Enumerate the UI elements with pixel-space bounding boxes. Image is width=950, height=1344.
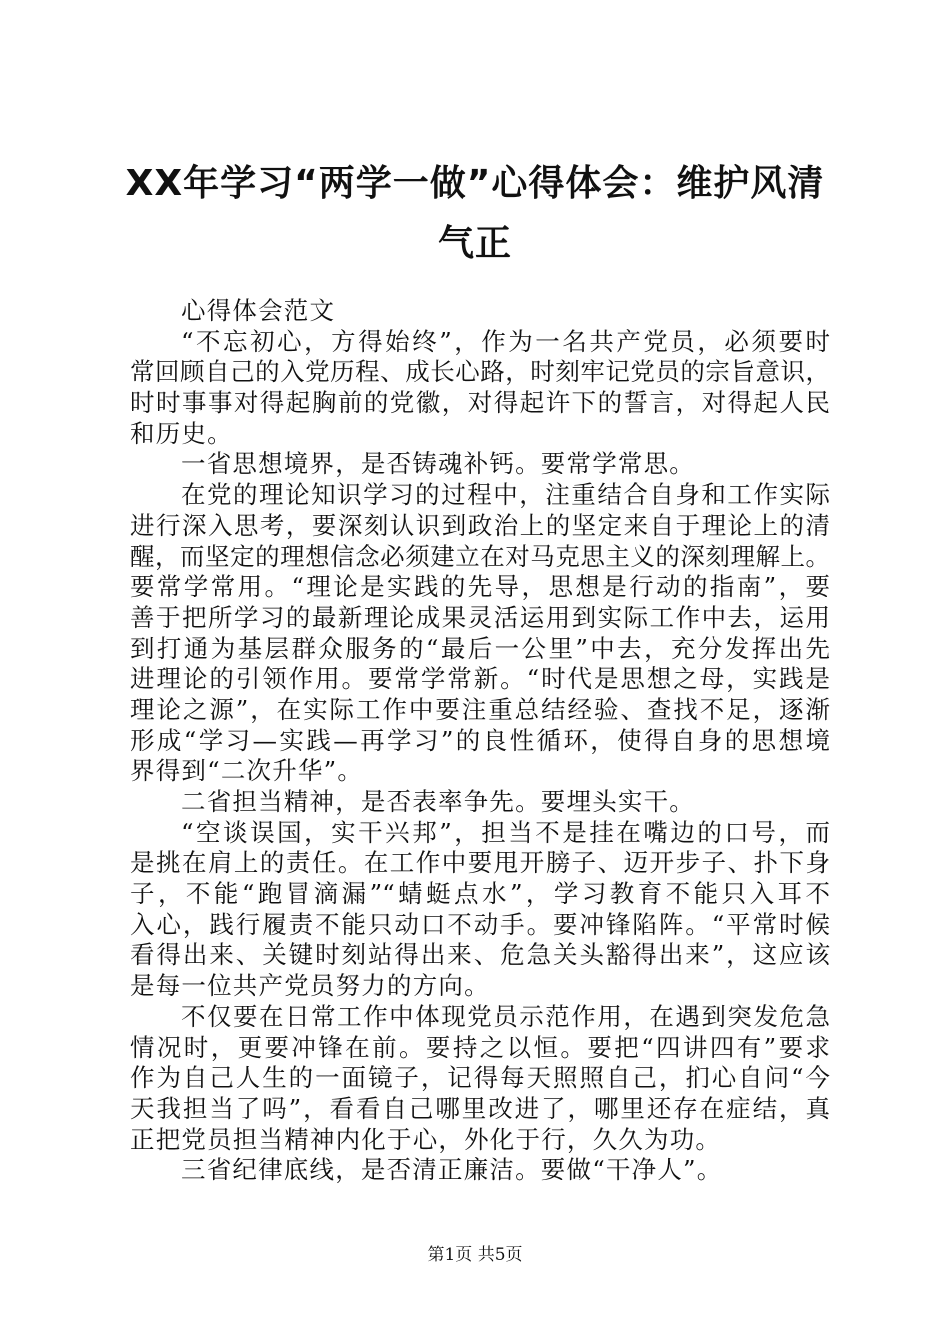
text-line: 到打通为基层群众服务的“最后一公里”中去，充分发挥出先 <box>130 633 830 663</box>
title-line-2: 气正 <box>437 223 512 264</box>
text-line: 形成“学习—实践—再学习”的良性循环，使得自身的思想境 <box>130 725 830 755</box>
text-line: 看得出来、关键时刻站得出来、危急关头豁得出来”，这应该 <box>130 940 830 970</box>
text-line: 天我担当了吗”，看看自己哪里改进了，哪里还存在症结，真 <box>130 1093 830 1123</box>
text-line: 子，不能“跑冒滴漏”“蜻蜓点水”，学习教育不能只入耳不 <box>130 879 830 909</box>
text-line: 要常学常用。“理论是实践的先导，思想是行动的指南”，要 <box>130 572 830 602</box>
text-line: 作为自己人生的一面镜子，记得每天照照自己，扪心自问“今 <box>130 1063 830 1093</box>
text-line: 在党的理论知识学习的过程中，注重结合自身和工作实际 <box>181 480 830 510</box>
text-line: 进行深入思考，要深刻认识到政治上的坚定来自于理论上的清 <box>130 510 830 540</box>
document-body <box>130 296 830 1186</box>
text-line: 正把党员担当精神内化于心，外化于行，久久为功。 <box>130 1124 722 1154</box>
text-line: 入心，践行履责不能只动口不动手。要冲锋陷阵。“平常时候 <box>130 909 830 939</box>
page-footer: 第1页 共5页 <box>427 1245 523 1265</box>
text-line: 三省纪律底线，是否清正廉洁。要做“干净人”。 <box>181 1155 723 1185</box>
text-line: 时时事事对得起胸前的党徽，对得起许下的誓言，对得起人民 <box>130 388 830 418</box>
text-line: 二省担当精神，是否表率争先。要埋头实干。 <box>181 787 695 816</box>
text-line: 是每一位共产党员努力的方向。 <box>130 971 490 1001</box>
text-line: “不忘初心，方得始终”，作为一名共产党员，必须要时 <box>181 326 830 356</box>
text-line: 醒，而坚定的理想信念必须建立在对马克思主义的深刻理解上。 <box>130 541 830 571</box>
text-line: 心得体会范文 <box>181 296 336 325</box>
text-line: 和历史。 <box>130 418 233 448</box>
text-line: “空谈误国，实干兴邦”，担当不是挂在嘴边的口号，而 <box>181 817 830 847</box>
text-line: 理论之源”，在实际工作中要注重总结经验、查找不足，逐渐 <box>130 694 830 724</box>
text-line: 一省思想境界，是否铸魂补钙。要常学常思。 <box>181 449 695 479</box>
text-line: 不仅要在日常工作中体现党员示范作用，在遇到突发危急 <box>181 1001 830 1031</box>
text-line: 常回顾自己的入党历程、成长心路，时刻牢记党员的宗旨意识， <box>130 357 830 387</box>
text-line: 是挑在肩上的责任。在工作中要甩开膀子、迈开步子、扑下身 <box>130 848 830 878</box>
text-line: 进理论的引领作用。要常学常新。“时代是思想之母，实践是 <box>130 664 830 694</box>
text-line: 善于把所学习的最新理论成果灵活运用到实际工作中去，运用 <box>130 602 830 632</box>
text-line: 情况时，更要冲锋在前。要持之以恒。要把“四讲四有”要求 <box>130 1032 830 1062</box>
text-line: 界得到“二次升华”。 <box>130 756 364 786</box>
title-line-1: XX年学习“两学一做”心得体会：维护风清 <box>125 163 825 204</box>
document-title <box>110 154 840 274</box>
